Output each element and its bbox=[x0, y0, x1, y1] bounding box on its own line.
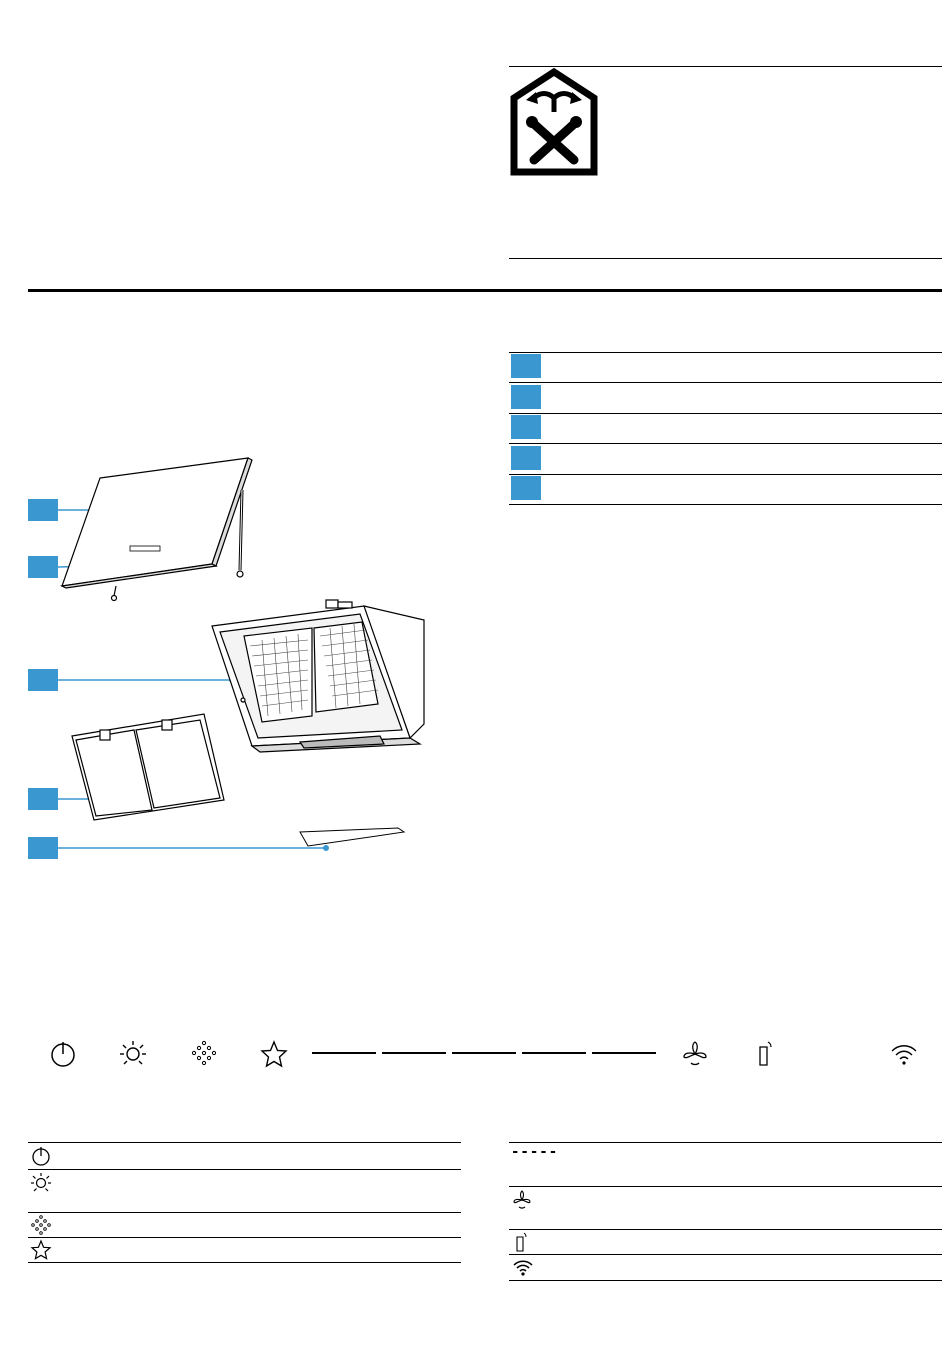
fan-level-bar-1 bbox=[312, 1052, 376, 1054]
wifi-icon bbox=[889, 1039, 919, 1069]
legend-row-divider bbox=[509, 1229, 942, 1230]
do-not-dispose-house-icon bbox=[510, 68, 598, 176]
front-panel bbox=[62, 458, 252, 601]
home-connect-icon bbox=[750, 1039, 780, 1069]
component-row-divider bbox=[509, 413, 942, 414]
fan-icon bbox=[511, 1189, 533, 1211]
light-icon bbox=[118, 1039, 148, 1069]
wifi-icon bbox=[512, 1256, 534, 1278]
component-badge-5 bbox=[511, 476, 541, 500]
safety-box-top-rule bbox=[509, 66, 942, 67]
legend-left-bottom-rule bbox=[28, 1262, 461, 1263]
filter-saturation-icon bbox=[30, 1214, 52, 1236]
favourite-star-icon bbox=[30, 1239, 52, 1261]
fan-icon bbox=[680, 1039, 710, 1069]
legend-right-bottom-rule bbox=[509, 1280, 942, 1281]
fan-level-bar-2 bbox=[382, 1052, 446, 1054]
component-list-top-rule bbox=[509, 352, 942, 353]
fan-level-bar-5 bbox=[592, 1052, 656, 1054]
metal-grease-filter bbox=[300, 828, 404, 846]
safety-box-bottom-rule bbox=[509, 258, 942, 259]
appliance-exploded-illustration bbox=[0, 440, 470, 870]
legend-left-top-rule bbox=[28, 1142, 461, 1143]
light-icon bbox=[30, 1172, 52, 1194]
component-list-bottom-rule bbox=[509, 504, 942, 505]
component-badge-1 bbox=[511, 354, 541, 378]
filter-saturation-icon bbox=[189, 1039, 219, 1069]
legend-row-divider bbox=[509, 1186, 942, 1187]
fan-level-bar-4 bbox=[522, 1052, 586, 1054]
component-row-divider bbox=[509, 382, 942, 383]
component-row-divider bbox=[509, 474, 942, 475]
home-connect-icon bbox=[511, 1231, 533, 1253]
component-badge-4 bbox=[511, 446, 541, 470]
legend-row-divider bbox=[28, 1212, 461, 1213]
legend-row-divider bbox=[509, 1254, 942, 1255]
power-icon bbox=[30, 1145, 52, 1167]
fan-level-bar-3 bbox=[452, 1052, 516, 1054]
component-row-divider bbox=[509, 443, 942, 444]
section-divider bbox=[28, 289, 942, 292]
grease-filters bbox=[72, 714, 224, 820]
legend-right-top-rule bbox=[509, 1142, 942, 1143]
component-badge-3 bbox=[511, 415, 541, 439]
component-badge-2 bbox=[511, 385, 541, 409]
legend-row-divider bbox=[28, 1237, 461, 1238]
fan-level-dashes-icon: ----- bbox=[511, 1144, 559, 1160]
legend-row-divider bbox=[28, 1169, 461, 1170]
hood-housing bbox=[212, 600, 424, 752]
power-icon bbox=[48, 1039, 78, 1069]
favourite-star-icon bbox=[259, 1039, 289, 1069]
